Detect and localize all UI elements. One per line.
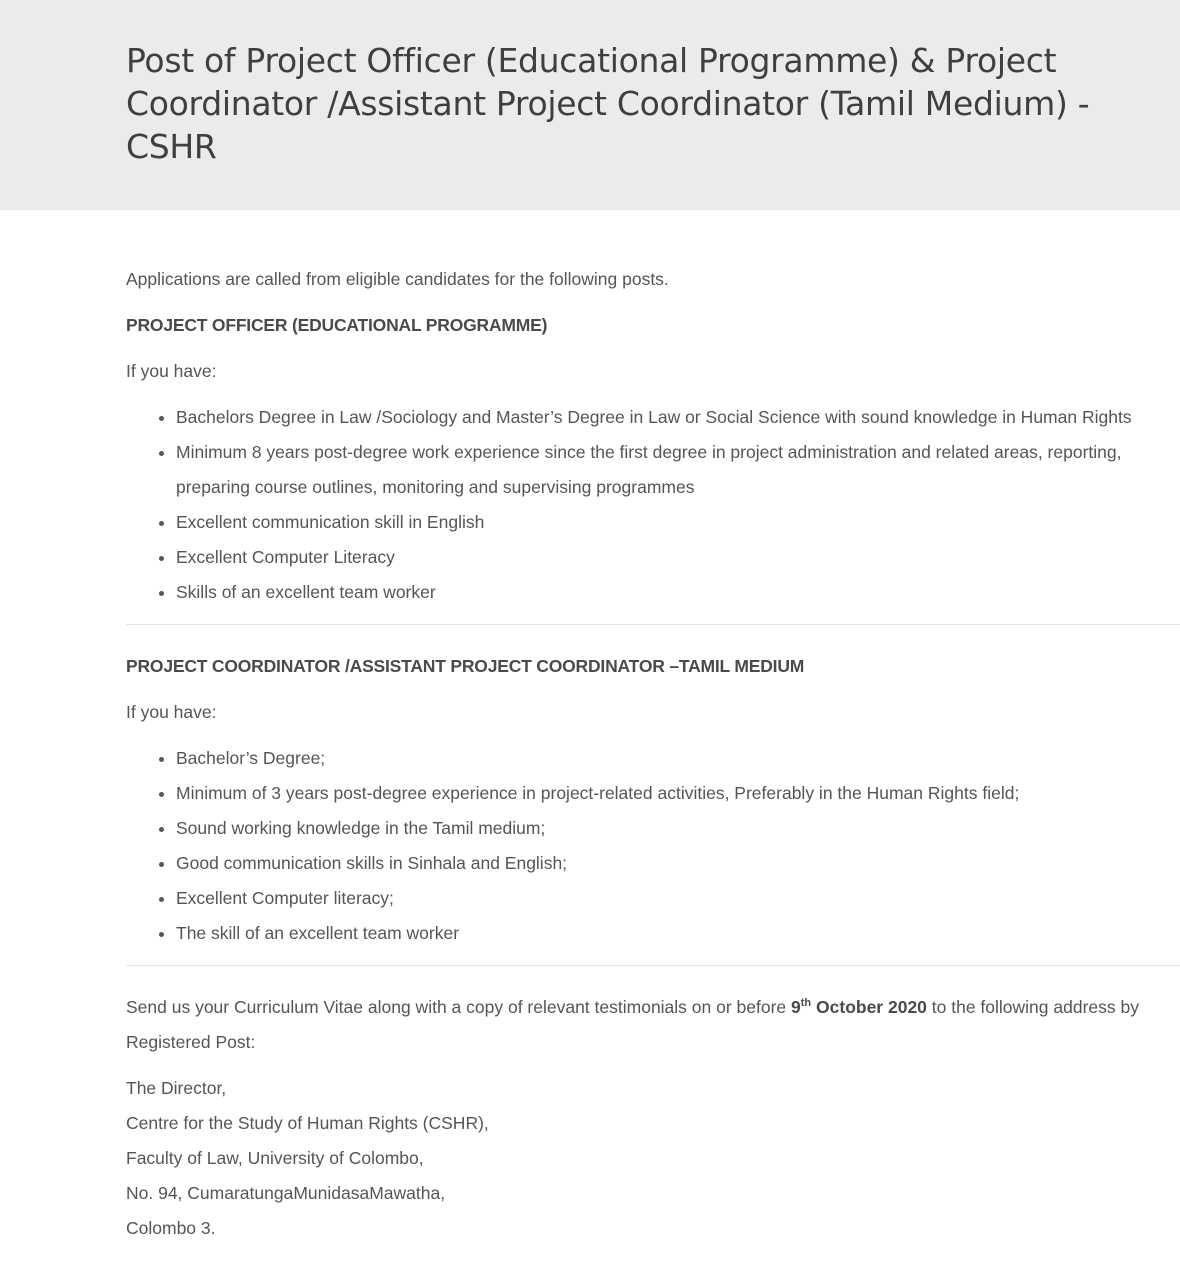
section-heading-project-coordinator: PROJECT COORDINATOR /ASSISTANT PROJECT COORDINATOR –TAMIL MEDIUM [126, 656, 805, 676]
address-line: Colombo 3. [126, 1218, 216, 1238]
address-line: Faculty of Law, University of Colombo, [126, 1148, 424, 1168]
address-line: The Director, [126, 1078, 227, 1098]
requirements-list-project-officer [126, 400, 1180, 610]
list-item: • Minimum 8 years post-degree work experience since the first degree in project administration and related areas, reporting, preparing course outlines, monitoring and supervising programmes [176, 435, 1180, 505]
deadline-month-year: October 2020 [811, 997, 927, 1017]
application-text-after: to the following address by Registered Post: [126, 997, 1139, 1052]
deadline-suffix: th [800, 997, 812, 1010]
list-item: • Excellent communication skill in English [176, 505, 1180, 540]
list-item: • Bachelor’s Degree; [176, 741, 1180, 776]
list-item: • Excellent Computer literacy; [176, 881, 1180, 916]
list-item: • Skills of an excellent team worker [176, 575, 1180, 610]
section-divider [126, 965, 1180, 966]
postal-address [126, 1071, 1180, 1246]
requirements-lead: If you have: [126, 702, 217, 722]
list-item: • Bachelors Degree in Law /Sociology and Master’s Degree in Law or Social Science with sound knowledge in Human Rights [176, 400, 1180, 435]
list-item: • Excellent Computer Literacy [176, 540, 1180, 575]
intro-text: Applications are called from eligible candidates for the following posts. [126, 269, 669, 289]
list-item: • Good communication skills in Sinhala and English; [176, 846, 1180, 881]
list-item: • The skill of an excellent team worker [176, 916, 1180, 951]
section-divider [126, 624, 1180, 625]
list-item: • Minimum of 3 years post-degree experience in project-related activities, Preferably in the Human Rights field; [176, 776, 1180, 811]
page-title-band [0, 0, 1180, 210]
requirements-lead: If you have: [126, 361, 217, 381]
application-instructions [126, 990, 1180, 1060]
section-heading-project-officer: PROJECT OFFICER (EDUCATIONAL PROGRAMME) [126, 315, 548, 335]
requirements-list-project-coordinator [126, 741, 1180, 951]
page-title: Post of Project Officer (Educational Programme) & Project Coordinator /Assistant Project Coordinator (Tamil Medium) - CSHR [126, 41, 1090, 166]
deadline-day: 9 [791, 997, 801, 1017]
address-line: Centre for the Study of Human Rights (CSHR), [126, 1113, 489, 1133]
application-text-before: Send us your Curriculum Vitae along with a copy of relevant testimonials on or before [126, 997, 792, 1017]
job-posting-content [0, 210, 1180, 1246]
address-line: No. 94, CumaratungaMunidasaMawatha, [126, 1183, 446, 1203]
list-item: • Sound working knowledge in the Tamil medium; [176, 811, 1180, 846]
deadline-date [791, 997, 927, 1017]
